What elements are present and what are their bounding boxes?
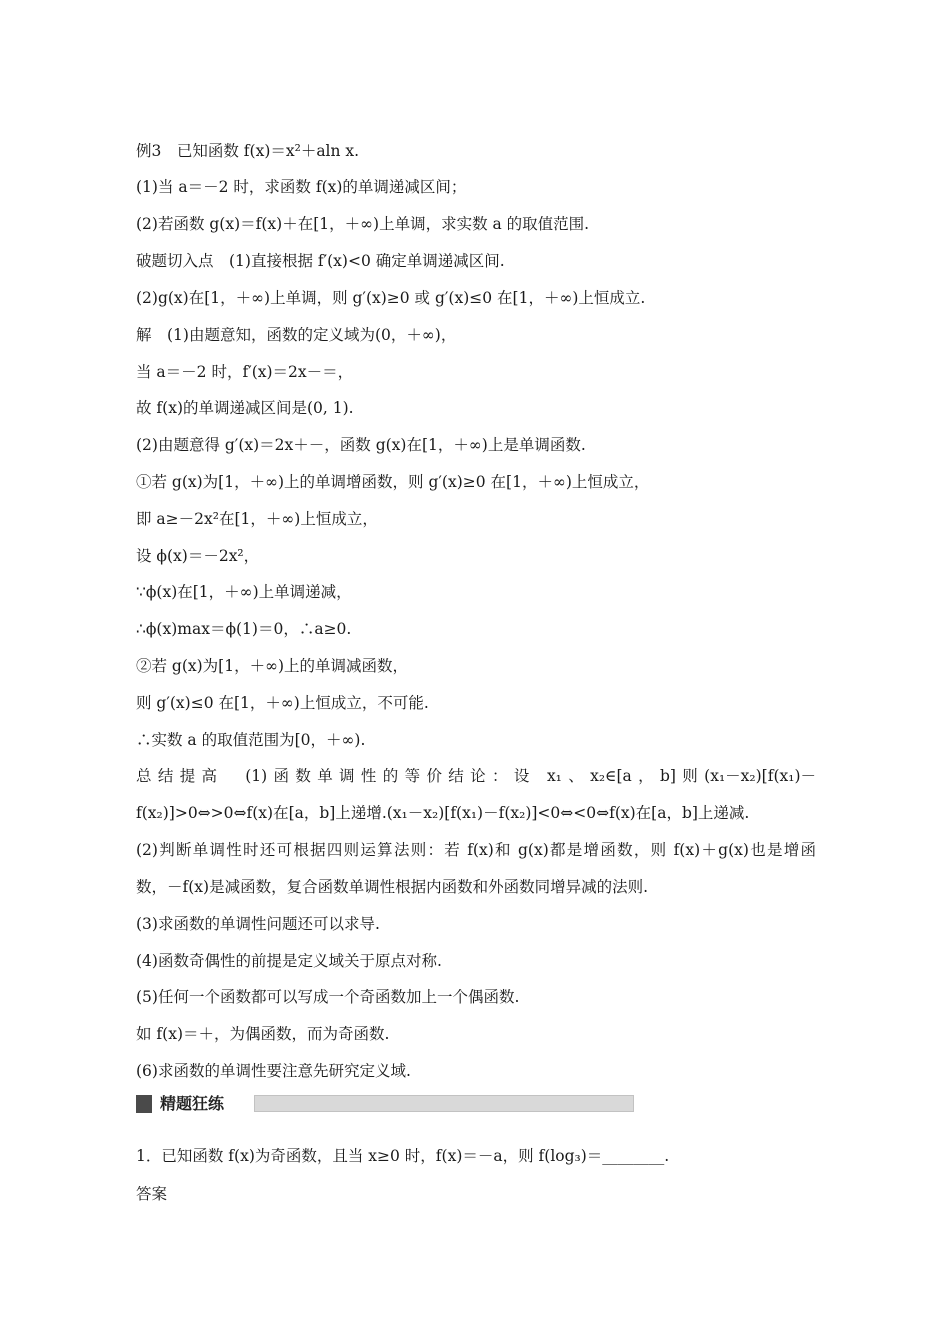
summary-line-5: (3)求函数的单调性问题还可以求导. [136,915,380,933]
hint-line-2: (2)g(x)在[1，＋∞)上单调，则 g′(x)≥0 或 g′(x)≤0 在[1，＋∞)上恒成立. [136,289,646,307]
summary-line-6: (4)函数奇偶性的前提是定义域关于原点对称. [136,952,442,970]
solution-line-10: ②若 g(x)为[1，＋∞)上的单调减函数， [136,657,409,675]
question-part-1: (1)当 a＝－2 时，求函数 f(x)的单调递减区间； [136,178,467,196]
summary-line-7: (5)任何一个函数都可以写成一个奇函数加上一个偶函数. [136,988,520,1006]
summary-line-8: 如 f(x)＝＋，为偶函数，而为奇函数. [136,1025,390,1043]
solution-line-5: ①若 g(x)为[1，＋∞)上的单调增函数，则 g′(x)≥0 在[1，＋∞)上恒成立， [136,473,650,491]
solution-line-8: ∵ϕ(x)在[1，＋∞)上单调递减， [136,583,352,601]
summary-line-9: (6)求函数的单调性要注意先研究定义域. [136,1062,411,1080]
summary-line-4: 数，－f(x)是减函数，复合函数单调性根据内函数和外函数同增异减的法则. [136,878,649,896]
solution-line-3: 故 f(x)的单调递减区间是(0, 1). [136,399,354,417]
summary-line-3: (2)判断单调性时还可根据四则运算法则：若 f(x)和 g(x)都是增函数，则 f(x)＋g(x)也是增函 [136,841,816,859]
solution-line-11: 则 g′(x)≤0 在[1，＋∞)上恒成立，不可能. [136,694,429,712]
section-header [136,1093,516,1115]
question-part-2: (2)若函数 g(x)＝f(x)＋在[1，＋∞)上单调，求实数 a 的取值范围. [136,215,590,233]
solution-line-4: (2)由题意得 g′(x)＝2x＋－，函数 g(x)在[1，＋∞)上是单调函数. [136,436,586,454]
example-heading: 例3 已知函数 f(x)＝x²＋aln x. [136,142,360,160]
section-title: 精题狂练 [160,1094,225,1113]
section-rule [254,1095,634,1112]
solution-line-12: ∴实数 a 的取值范围为[0，＋∞). [136,731,366,749]
solution-line-9: ∴ϕ(x)max＝ϕ(1)＝0，∴a≥0. [136,620,352,638]
solution-line-2: 当 a＝－2 时，f′(x)＝2x－＝， [136,363,354,381]
summary-line-1: 总结提高 (1)函数单调性的等价结论：设 x₁、x₂∈[a，b]则(x₁－x₂)[f(x₁)－ [136,767,816,785]
exercise-question: 1．已知函数 f(x)为奇函数，且当 x≥0 时，f(x)＝－a，则 f(log₃)＝________. [136,1147,670,1165]
hint-line-1: 破题切入点 (1)直接根据 f′(x)<0 确定单调递减区间. [136,252,505,270]
solution-line-7: 设 ϕ(x)＝－2x²， [136,547,260,565]
summary-line-2: f(x₂)]>0⇔>0⇔f(x)在[a，b]上递增.(x₁－x₂)[f(x₁)－f(x₂)]<0⇔<0⇔f(x)在[a，b]上递减. [136,804,750,822]
solution-line-1: 解 (1)由题意知，函数的定义域为(0，＋∞)， [136,326,457,344]
section-marker-block [136,1095,152,1113]
answer-label: 答案 [136,1185,168,1203]
solution-line-6: 即 a≥－2x²在[1，＋∞)上恒成立， [136,510,378,528]
